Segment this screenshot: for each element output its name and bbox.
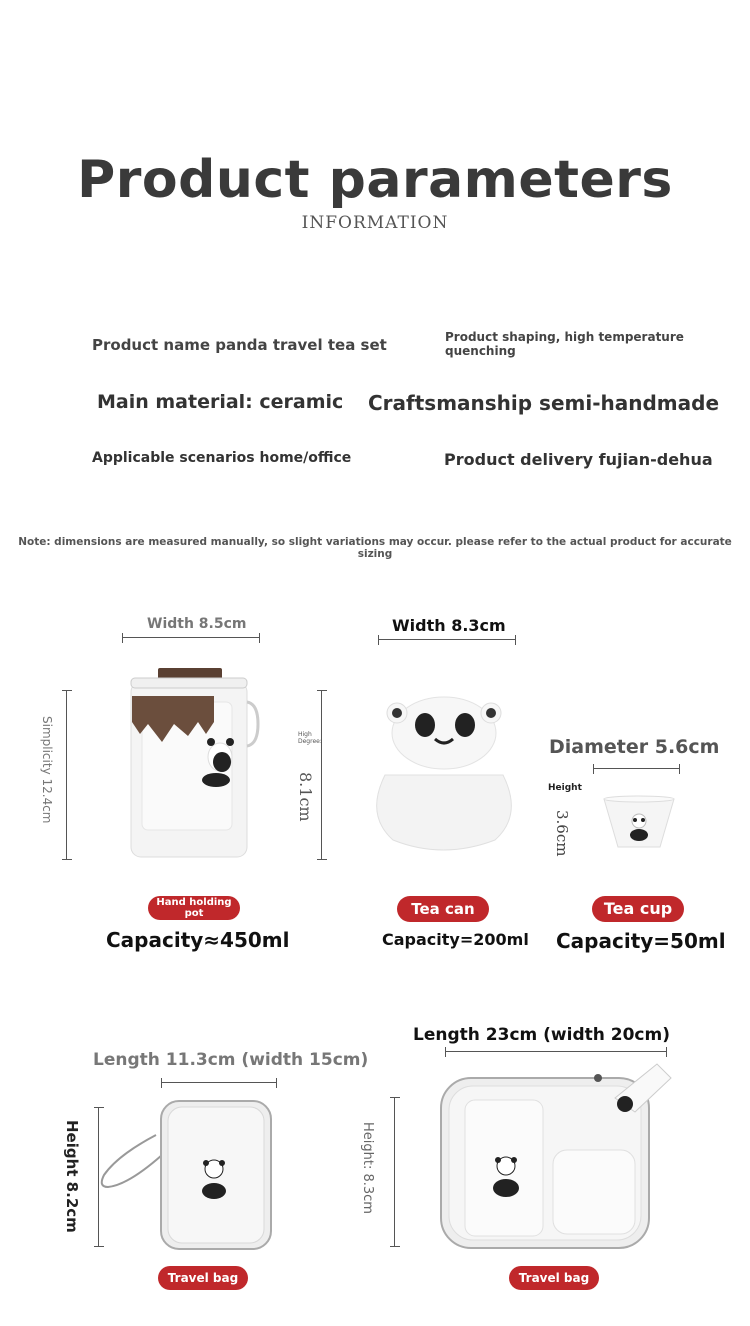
can-label-pill: Tea can xyxy=(397,896,489,922)
cup-height-label: 3.6cm xyxy=(553,810,571,857)
can-width-line xyxy=(378,639,516,640)
cup-diameter-line xyxy=(593,768,680,769)
can-illustration xyxy=(365,695,525,855)
pot-illustration xyxy=(110,662,270,862)
param-delivery: Product delivery fujian-dehua xyxy=(444,450,713,469)
cup-height-caption: Height xyxy=(548,783,582,793)
can-height-prefix: High Degree: xyxy=(298,731,322,745)
page-title: Product parameters xyxy=(77,150,673,210)
page-subtitle: INFORMATION xyxy=(301,213,449,233)
measurement-note: Note: dimensions are measured manually, so slight variations may occur. please refer to the actual product for accurate sizing xyxy=(18,536,732,560)
pot-height-line xyxy=(66,690,67,860)
bag-large-height-label: Height: 8.3cm xyxy=(360,1122,375,1214)
bag-large-illustration xyxy=(435,1058,680,1258)
pot-label-pill: Hand holding pot xyxy=(148,896,240,920)
bag-large-length-line xyxy=(445,1051,667,1052)
param-product-name: Product name panda travel tea set xyxy=(92,336,387,354)
bag-large-height-line xyxy=(394,1097,395,1247)
param-shaping: Product shaping, high temperature quenching xyxy=(445,330,684,358)
can-height-line xyxy=(321,690,322,860)
pot-height-label: Simplicity 12.4cm xyxy=(40,716,54,824)
pot-width-line xyxy=(122,637,260,638)
bag-small-length-label: Length 11.3cm (width 15cm) xyxy=(93,1050,369,1070)
param-craftsmanship: Craftsmanship semi-handmade xyxy=(368,391,720,415)
cup-diameter-label: Diameter 5.6cm xyxy=(549,736,720,758)
bag-large-length-label: Length 23cm (width 20cm) xyxy=(413,1025,670,1045)
cup-illustration xyxy=(600,795,680,855)
cup-label-pill: Tea cup xyxy=(592,896,684,922)
bag-small-height-label: Height 8.2cm xyxy=(63,1120,81,1233)
bag-small-length-line xyxy=(161,1082,277,1083)
can-capacity: Capacity=200ml xyxy=(382,930,529,949)
can-width-label: Width 8.3cm xyxy=(392,616,506,635)
bag-small-illustration xyxy=(98,1095,278,1255)
param-material: Main material: ceramic xyxy=(97,391,344,413)
bag-small-label-pill: Travel bag xyxy=(158,1266,248,1290)
param-scenarios: Applicable scenarios home/office xyxy=(92,450,352,466)
cup-capacity: Capacity=50ml xyxy=(556,929,726,953)
bag-large-label-pill: Travel bag xyxy=(509,1266,599,1290)
pot-width-label: Width 8.5cm xyxy=(147,616,247,632)
pot-capacity: Capacity≈450ml xyxy=(106,928,290,952)
can-height-label: 8.1cm xyxy=(296,772,315,822)
